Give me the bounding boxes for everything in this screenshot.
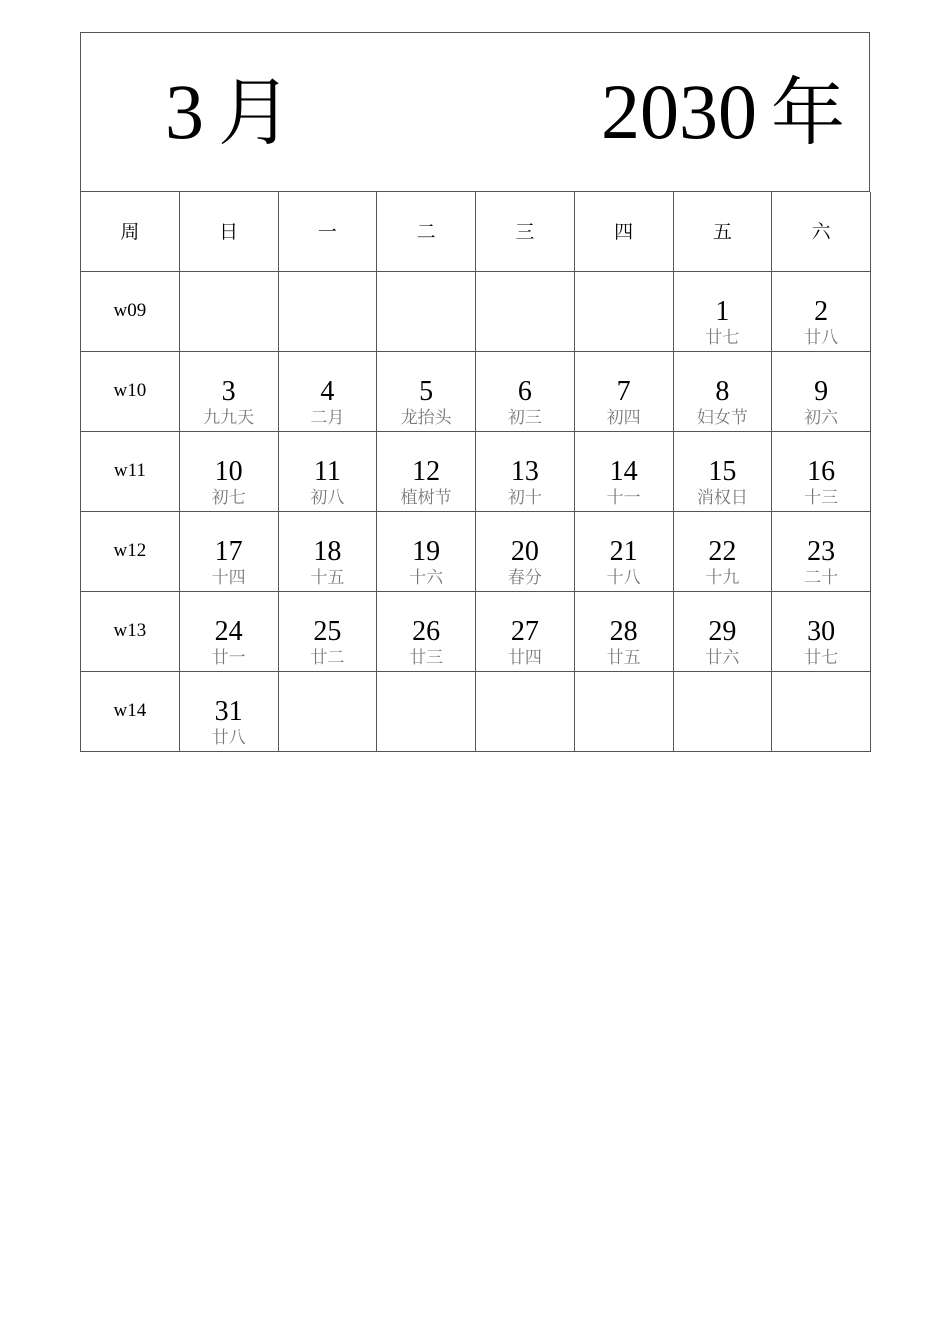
day-number: 19 <box>412 536 441 567</box>
lunar-date: 十三 <box>804 488 839 508</box>
day-cell <box>476 512 575 592</box>
year-title <box>601 67 845 158</box>
day-cell <box>772 592 871 672</box>
empty-day-cell <box>575 272 674 352</box>
day-cell <box>279 352 378 432</box>
month-unit: 月 <box>218 70 292 156</box>
empty-day-cell <box>377 272 476 352</box>
lunar-date: 十八 <box>606 568 641 588</box>
day-cell <box>674 352 773 432</box>
day-cell <box>180 352 279 432</box>
empty-day-cell <box>674 672 773 752</box>
lunar-date: 初十 <box>507 488 542 508</box>
day-number: 23 <box>807 536 836 567</box>
lunar-date: 廿一 <box>211 648 246 668</box>
day-cell <box>674 512 773 592</box>
day-number: 2 <box>814 296 829 327</box>
lunar-date: 初四 <box>606 408 641 428</box>
day-cell <box>476 592 575 672</box>
day-cell <box>575 352 674 432</box>
day-cell <box>772 432 871 512</box>
day-cell <box>476 352 575 432</box>
day-number: 28 <box>609 616 638 647</box>
empty-day-cell <box>772 672 871 752</box>
lunar-date: 初六 <box>804 408 839 428</box>
day-cell <box>575 432 674 512</box>
week-row <box>81 352 870 432</box>
day-number: 14 <box>609 456 638 487</box>
lunar-date: 二十 <box>804 568 839 588</box>
lunar-date: 植树节 <box>400 488 452 508</box>
week-number-label: w14 <box>113 700 147 721</box>
week-number-cell <box>81 432 180 512</box>
lunar-date: 妇女节 <box>696 408 748 428</box>
day-cell <box>575 512 674 592</box>
lunar-date: 廿六 <box>705 648 740 668</box>
lunar-date: 十六 <box>409 568 444 588</box>
week-number-cell <box>81 672 180 752</box>
lunar-date: 春分 <box>507 568 542 588</box>
day-number: 9 <box>814 376 829 407</box>
week-number-label: w09 <box>113 300 147 321</box>
day-number: 1 <box>715 296 730 327</box>
week-number-label: w12 <box>113 540 147 561</box>
week-number-label: w13 <box>113 620 147 641</box>
week-number-cell <box>81 592 180 672</box>
day-cell <box>180 672 279 752</box>
month-title <box>165 67 292 158</box>
lunar-date: 廿八 <box>804 328 839 348</box>
lunar-date: 十九 <box>705 568 740 588</box>
year-unit: 年 <box>771 70 845 156</box>
day-number: 18 <box>313 536 342 567</box>
lunar-date: 二月 <box>310 408 345 428</box>
week-row <box>81 432 870 512</box>
day-number: 11 <box>313 456 341 487</box>
week-number-cell <box>81 512 180 592</box>
weekday-header-tue: 二 <box>377 192 476 272</box>
weekday-header-week: 周 <box>81 192 180 272</box>
lunar-date: 廿五 <box>606 648 641 668</box>
calendar-grid <box>80 32 870 752</box>
day-number: 3 <box>221 376 236 407</box>
day-cell <box>377 352 476 432</box>
day-number: 21 <box>609 536 638 567</box>
week-row <box>81 512 870 592</box>
day-number: 16 <box>807 456 836 487</box>
empty-day-cell <box>279 272 378 352</box>
day-number: 25 <box>313 616 342 647</box>
day-number: 22 <box>708 536 737 567</box>
lunar-date: 消权日 <box>696 488 748 508</box>
week-number-label: w10 <box>113 380 147 401</box>
day-cell <box>377 432 476 512</box>
day-cell <box>674 592 773 672</box>
lunar-date: 廿八 <box>211 728 246 748</box>
empty-day-cell <box>575 672 674 752</box>
day-cell <box>476 432 575 512</box>
day-cell <box>575 592 674 672</box>
day-cell <box>377 512 476 592</box>
lunar-date: 廿三 <box>409 648 444 668</box>
lunar-date: 初八 <box>310 488 345 508</box>
day-number: 24 <box>214 616 243 647</box>
weeks-container <box>81 272 870 752</box>
lunar-date: 初七 <box>211 488 246 508</box>
empty-day-cell <box>279 672 378 752</box>
day-cell <box>674 432 773 512</box>
month-number: 3 <box>165 68 204 155</box>
week-number-cell <box>81 272 180 352</box>
day-cell <box>772 352 871 432</box>
day-number: 26 <box>412 616 441 647</box>
lunar-date: 廿二 <box>310 648 345 668</box>
day-number: 6 <box>517 376 532 407</box>
day-cell <box>772 272 871 352</box>
weekday-header-thu: 四 <box>575 192 674 272</box>
lunar-date: 廿七 <box>804 648 839 668</box>
year-number: 2030 <box>601 68 757 155</box>
weekday-header-mon: 一 <box>279 192 378 272</box>
day-cell <box>377 592 476 672</box>
lunar-date: 九九天 <box>203 408 255 428</box>
empty-day-cell <box>476 272 575 352</box>
day-cell <box>279 592 378 672</box>
day-number: 27 <box>510 616 539 647</box>
lunar-date: 廿七 <box>705 328 740 348</box>
day-number: 20 <box>510 536 539 567</box>
weekday-header-sun: 日 <box>180 192 279 272</box>
weekday-header-row <box>81 192 870 272</box>
day-cell <box>772 512 871 592</box>
day-number: 10 <box>214 456 243 487</box>
week-row <box>81 672 870 752</box>
week-row <box>81 592 870 672</box>
day-number: 31 <box>214 696 243 727</box>
week-number-cell <box>81 352 180 432</box>
calendar-header <box>81 33 870 192</box>
weekday-header-wed: 三 <box>476 192 575 272</box>
lunar-date: 初三 <box>507 408 542 428</box>
day-cell <box>180 512 279 592</box>
lunar-date: 十五 <box>310 568 345 588</box>
day-number: 15 <box>708 456 737 487</box>
day-number: 13 <box>510 456 539 487</box>
lunar-date: 十一 <box>606 488 641 508</box>
day-cell <box>180 592 279 672</box>
week-number-label: w11 <box>113 460 146 481</box>
empty-day-cell <box>377 672 476 752</box>
empty-day-cell <box>180 272 279 352</box>
lunar-date: 廿四 <box>507 648 542 668</box>
weekday-header-sat: 六 <box>772 192 871 272</box>
day-number: 4 <box>320 376 335 407</box>
empty-day-cell <box>476 672 575 752</box>
day-cell <box>674 272 773 352</box>
lunar-date: 龙抬头 <box>400 408 452 428</box>
weekday-header-fri: 五 <box>674 192 773 272</box>
day-number: 12 <box>412 456 441 487</box>
day-number: 30 <box>807 616 836 647</box>
day-number: 8 <box>715 376 730 407</box>
day-number: 7 <box>616 376 631 407</box>
day-cell <box>279 432 378 512</box>
lunar-date: 十四 <box>211 568 246 588</box>
day-number: 5 <box>419 376 434 407</box>
day-number: 17 <box>214 536 243 567</box>
day-cell <box>180 432 279 512</box>
week-row <box>81 272 870 352</box>
day-number: 29 <box>708 616 737 647</box>
day-cell <box>279 512 378 592</box>
